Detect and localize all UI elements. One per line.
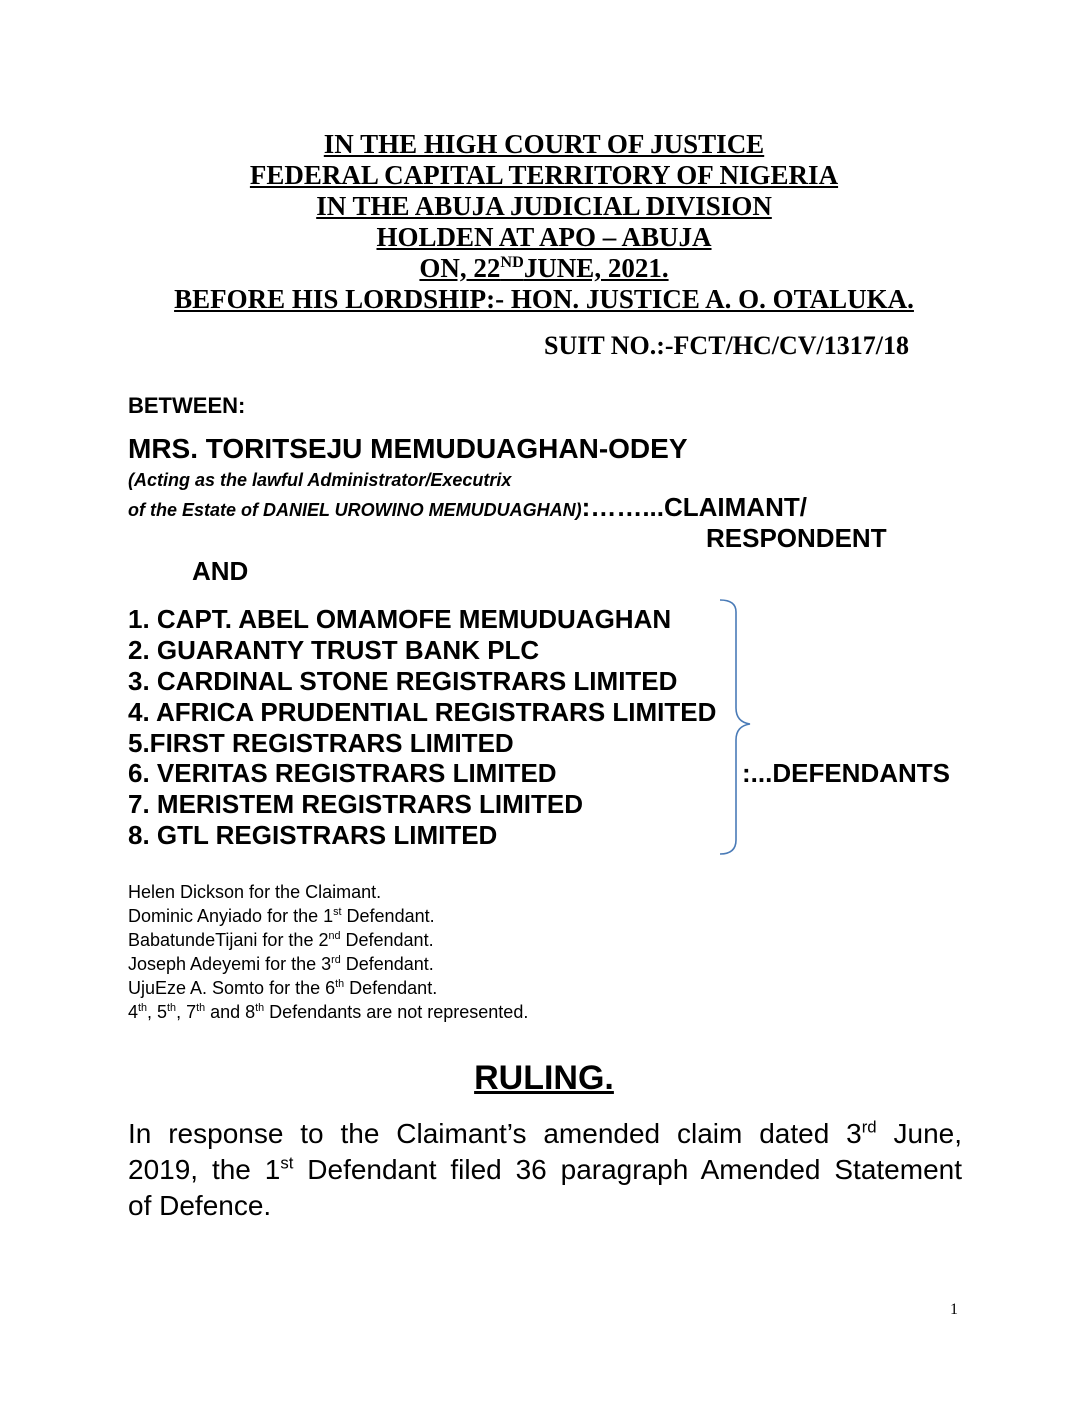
defendants-bracket: [714, 596, 754, 860]
appearance-4-b: Defendant.: [340, 954, 434, 974]
court-territory: FEDERAL CAPITAL TERRITORY OF NIGERIA: [249, 160, 839, 190]
claimant-capacity-line2: of the Estate of DANIEL UROWINO MEMUDUAGHAN): [128, 500, 582, 520]
defendant-4: 4. AFRICA PRUDENTIAL REGISTRARS LIMITED: [128, 697, 717, 727]
court-date-prefix: ON, 22: [419, 253, 501, 283]
body-1-b: June,: [876, 1118, 962, 1149]
page-number: 1: [950, 1301, 958, 1318]
appearance-not-represented: [128, 1000, 528, 1024]
defendant-8: 8. GTL REGISTRARS LIMITED: [128, 820, 498, 850]
defendant-3: 3. CARDINAL STONE REGISTRARS LIMITED: [128, 666, 678, 696]
appearance-5-sup: th: [335, 978, 345, 990]
appearance-6-sup4: th: [255, 1002, 265, 1014]
appearance-3rd-defendant: [128, 952, 434, 976]
appearance-6-sup2: th: [167, 1002, 177, 1014]
defendants-label: :...DEFENDANTS: [742, 758, 950, 788]
appearance-6-sup3: th: [196, 1002, 206, 1014]
appearance-3-b: Defendant.: [340, 930, 434, 950]
appearance-3-a: BabatundeTijani for the 2: [128, 930, 329, 950]
appearance-2-a: Dominic Anyiado for the 1: [128, 906, 334, 926]
court-division: IN THE ABUJA JUDICIAL DIVISION: [316, 191, 772, 221]
appearance-4-a: Joseph Adeyemi for the 3: [128, 954, 332, 974]
defendant-2: 2. GUARANTY TRUST BANK PLC: [128, 635, 540, 665]
appearance-1st-defendant: [128, 904, 435, 928]
bracket-path: [720, 600, 750, 854]
appearance-2-sup: st: [333, 906, 342, 918]
ruling-body-line-2: [128, 1152, 962, 1188]
appearance-6-a: 4: [128, 1002, 139, 1022]
defendant-5: 5.FIRST REGISTRARS LIMITED: [128, 728, 514, 758]
between-label: BETWEEN:: [128, 393, 246, 418]
ruling-body-line-3: of Defence.: [128, 1190, 272, 1221]
body-1-sup: rd: [861, 1117, 877, 1137]
court-name: IN THE HIGH COURT OF JUSTICE: [323, 129, 765, 159]
defendant-6: 6. VERITAS REGISTRARS LIMITED: [128, 758, 557, 788]
court-date-sup: ND: [500, 253, 524, 271]
appearance-6-c: , 7: [176, 1002, 197, 1022]
body-1-a: In response to the Claimant’s amended claim dated 3: [128, 1118, 862, 1149]
ruling-body: [128, 1116, 962, 1224]
appearance-6th-defendant: [128, 976, 437, 1000]
appearance-6-e: Defendants are not represented.: [264, 1002, 529, 1022]
claimant-name: MRS. TORITSEJU MEMUDUAGHAN-ODEY: [128, 433, 688, 464]
appearance-2nd-defendant: [128, 928, 434, 952]
body-2-b: Defendant filed 36 paragraph Amended Statement: [293, 1154, 962, 1185]
court-holden: HOLDEN AT APO – ABUJA: [376, 222, 712, 252]
ruling-title: RULING.: [474, 1059, 614, 1097]
court-date: [0, 253, 1088, 284]
defendant-1: 1. CAPT. ABEL OMAMOFE MEMUDUAGHAN: [128, 604, 672, 634]
appearance-6-d: and 8: [205, 1002, 256, 1022]
claimant-capacity-row: [128, 492, 807, 527]
claimant-role-respondent: RESPONDENT: [706, 523, 887, 553]
claimant-capacity-line1: (Acting as the lawful Administrator/Executrix: [128, 470, 512, 490]
and-label: AND: [192, 556, 249, 586]
appearance-6-b: , 5: [147, 1002, 168, 1022]
court-before: BEFORE HIS LORDSHIP:- HON. JUSTICE A. O. OTALUKA.: [174, 284, 914, 314]
suit-number: SUIT NO.:-FCT/HC/CV/1317/18: [544, 331, 909, 360]
court-date-suffix: JUNE, 2021.: [523, 253, 669, 283]
claimant-role: :……...CLAIMANT/: [581, 492, 807, 522]
appearance-5-a: UjuEze A. Somto for the 6: [128, 978, 336, 998]
body-2-sup: st: [280, 1153, 294, 1173]
body-2-a: 2019, the 1: [128, 1154, 281, 1185]
defendant-7: 7. MERISTEM REGISTRARS LIMITED: [128, 789, 584, 819]
appearance-6-sup1: th: [138, 1002, 148, 1014]
appearance-4-sup: rd: [331, 954, 341, 966]
appearance-3-sup: nd: [328, 930, 341, 942]
appearance-5-b: Defendant.: [344, 978, 438, 998]
appearance-claimant: Helen Dickson for the Claimant.: [128, 882, 382, 902]
ruling-body-line-1: [128, 1116, 962, 1152]
appearance-2-b: Defendant.: [341, 906, 435, 926]
